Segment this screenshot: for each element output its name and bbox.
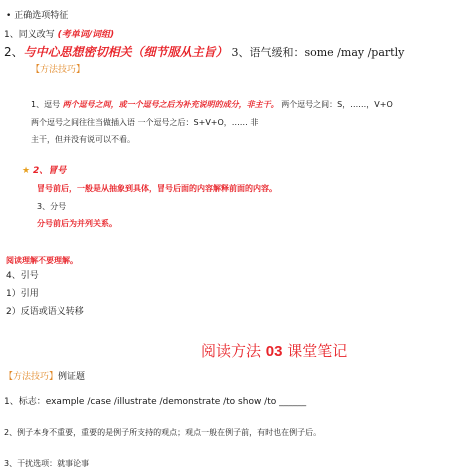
comma-line-1 [31, 99, 393, 110]
method-label-1: 【方法技巧】 [31, 65, 86, 75]
item-2-3 [4, 44, 404, 61]
comma-line-2: 两个逗号之间往往当做插入语 一个逗号之后：S+V+O，…… 非 [31, 118, 259, 127]
reading-note: 阅读理解不要理解。 [6, 256, 78, 265]
example-point-1: 1、标志：example /case /illustrate /demonstrate /to show /to ______ [4, 397, 307, 407]
method-line-2 [4, 371, 85, 383]
bullet: • [6, 11, 12, 21]
item-1 [4, 29, 114, 41]
item-3-text: 3、语气缓和：some /may /partly [231, 46, 405, 59]
semicolon-description: 分号前后为并列关系。 [37, 219, 117, 228]
item-2-num: 2、 [4, 45, 24, 59]
method-label-2: 【方法技巧】 [4, 372, 59, 382]
heading-line [6, 10, 68, 22]
section-title-num: 03 [265, 343, 283, 360]
colon-description: 冒号前后，一般是从抽象到具体，冒号后面的内容解释前面的内容。 [37, 184, 277, 193]
heading-text: 正确选项特征 [14, 11, 69, 21]
comma-emphasis: 两个逗号之间，或一个逗号之后为补充说明的成分，非主干。 [62, 100, 279, 109]
item-1-note: (考单词/词组) [57, 30, 115, 40]
comma-line-3: 主干，但并没有说可以不看。 [31, 135, 135, 144]
quote-heading: 4、引号 [6, 271, 39, 281]
comma-label: 1、逗号 [31, 100, 61, 109]
star-icon: ★ [22, 166, 31, 176]
section-title-b: 课堂笔记 [282, 342, 348, 360]
quote-sub-1: 1）引用 [6, 289, 39, 299]
semicolon-heading: 3、分号 [37, 202, 67, 211]
example-point-3: 3、干扰选项：就事论事 [4, 459, 90, 468]
item-1-text: 1、同义改写 [4, 30, 55, 40]
example-point-2: 2、例子本身不重要，重要的是例子所支持的观点；观点一般在例子前，有时也在例子后。 [4, 428, 322, 437]
section-title [201, 341, 347, 362]
section-title-a: 阅读方法 [201, 342, 266, 360]
item-2-text: 与中心思想密切相关（细节服从主旨） [23, 45, 228, 59]
colon-heading [22, 165, 66, 177]
quote-sub-2: 2）反语或语义转移 [6, 307, 84, 317]
method-topic: 例证题 [58, 372, 86, 382]
colon-heading-text: 2、冒号 [32, 166, 67, 176]
comma-pattern: 两个逗号之间：S，……，V+O [281, 100, 393, 109]
